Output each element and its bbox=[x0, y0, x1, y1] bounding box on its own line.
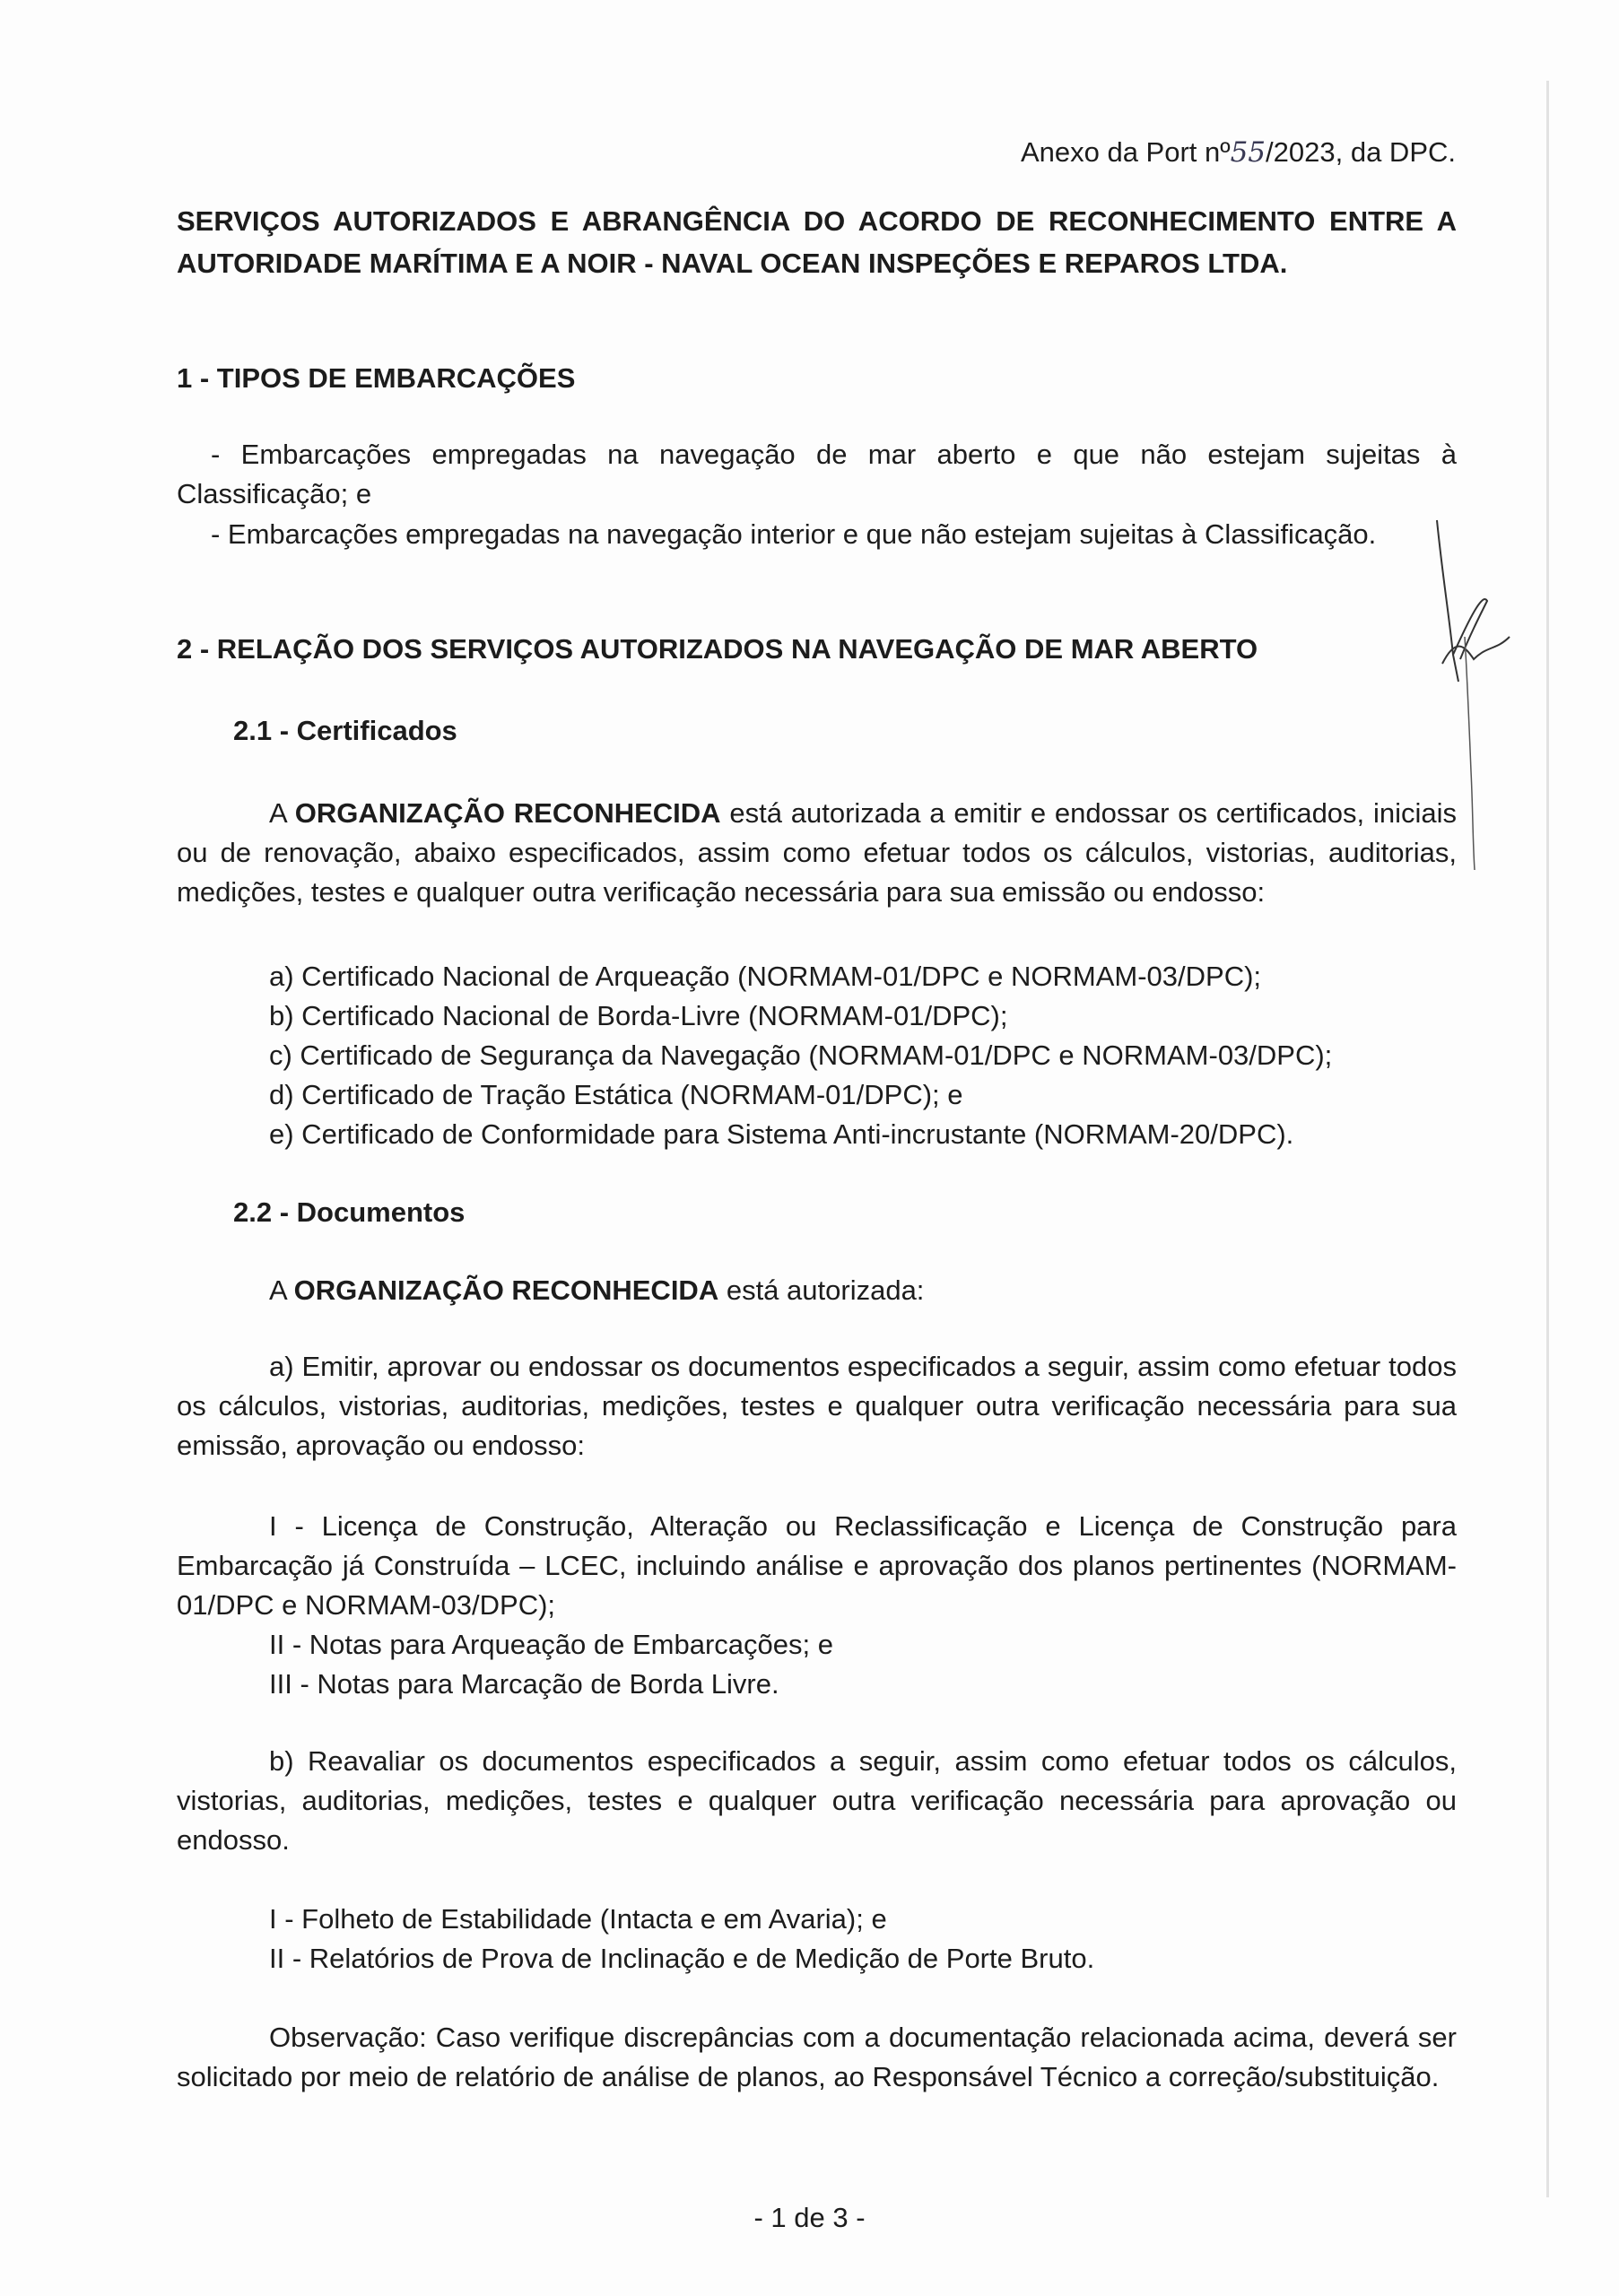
documents-a-item-3: III - Notas para Marcação de Borda Livre. bbox=[269, 1668, 779, 1700]
document-title-line-2: AUTORIDADE MARÍTIMA E A NOIR - NAVAL OCEAN INSPEÇÕES E REPAROS LTDA. bbox=[177, 248, 1288, 279]
subsection-2-1-heading: 2.1 - Certificados bbox=[233, 715, 457, 746]
documents-a-item-1: I - Licença de Construção, Alteração ou Reclassificação e Licença de Construção para Embarcação já Construída – LCEC, incluindo análise e aprovação dos planos pertinentes (NORMAM-01/DPC e NORMAM-03/DPC); bbox=[177, 1510, 1457, 1622]
annex-reference: Anexo da Port nº55/2023, da DPC. bbox=[1020, 136, 1456, 169]
vessel-type-item-1: - Embarcações empregadas na navegação de mar aberto e que não estejam sujeitas à Classificação; e bbox=[177, 439, 1457, 510]
documents-b-item-1: I - Folheto de Estabilidade (Intacta e em Avaria); e bbox=[269, 1903, 887, 1935]
documents-intro: A ORGANIZAÇÃO RECONHECIDA está autorizada: bbox=[269, 1274, 925, 1306]
documents-paragraph-b: b) Reavaliar os documentos especificados a seguir, assim como efetuar todos os cálculos, vistorias, auditorias, medições, testes e qualquer outra verificação necessária para aprovação ou endosso. bbox=[177, 1745, 1457, 1857]
certificate-item-c: c) Certificado de Segurança da Navegação (NORMAM-01/DPC e NORMAM-03/DPC); bbox=[269, 1039, 1333, 1071]
certificate-item-d: d) Certificado de Tração Estática (NORMAM-01/DPC); e bbox=[269, 1079, 963, 1110]
section-2-heading: 2 - RELAÇÃO DOS SERVIÇOS AUTORIZADOS NA NAVEGAÇÃO DE MAR ABERTO bbox=[177, 633, 1258, 665]
document-title-line-1: SERVIÇOS AUTORIZADOS E ABRANGÊNCIA DO ACORDO DE RECONHECIMENTO ENTRE A bbox=[177, 205, 1457, 237]
certificate-item-a: a) Certificado Nacional de Arqueação (NORMAM-01/DPC e NORMAM-03/DPC); bbox=[269, 961, 1262, 992]
documents-a-item-2: II - Notas para Arqueação de Embarcações; e bbox=[269, 1629, 833, 1660]
handwritten-signature bbox=[1433, 502, 1514, 879]
subsection-2-2-heading: 2.2 - Documentos bbox=[233, 1196, 466, 1228]
documents-b-item-2: II - Relatórios de Prova de Inclinação e de Medição de Porte Bruto. bbox=[269, 1943, 1095, 1974]
page-edge-shadow bbox=[1546, 81, 1549, 2197]
observation-note: Observação: Caso verifique discrepâncias com a documentação relacionada acima, deverá ser solicitado por meio de relatório de análise de planos, ao Responsável Técnico a correção/substituição. bbox=[177, 2022, 1457, 2093]
page-number: - 1 de 3 - bbox=[753, 2202, 866, 2233]
vessel-type-item-2: - Embarcações empregadas na navegação interior e que não estejam sujeitas à Classificação. bbox=[211, 518, 1377, 550]
documents-paragraph-a: a) Emitir, aprovar ou endossar os documentos especificados a seguir, assim como efetuar todos os cálculos, vistorias, auditorias, medições, testes e qualquer outra verificação necessária para sua emissão, aprovação ou endosso: bbox=[177, 1351, 1457, 1462]
handwritten-number: 55 bbox=[1230, 136, 1266, 169]
certificate-item-e: e) Certificado de Conformidade para Sistema Anti-incrustante (NORMAM-20/DPC). bbox=[269, 1118, 1294, 1150]
section-1-heading: 1 - TIPOS DE EMBARCAÇÕES bbox=[177, 362, 576, 394]
certificates-intro: A ORGANIZAÇÃO RECONHECIDA está autorizada a emitir e endossar os certificados, iniciais ou de renovação, abaixo especificados, assim como efetuar todos os cálculos, vistorias, auditorias, medições, testes e qualquer outra verificação necessária para sua emissão ou endosso: bbox=[177, 797, 1457, 909]
certificate-item-b: b) Certificado Nacional de Borda-Livre (NORMAM-01/DPC); bbox=[269, 1000, 1008, 1031]
